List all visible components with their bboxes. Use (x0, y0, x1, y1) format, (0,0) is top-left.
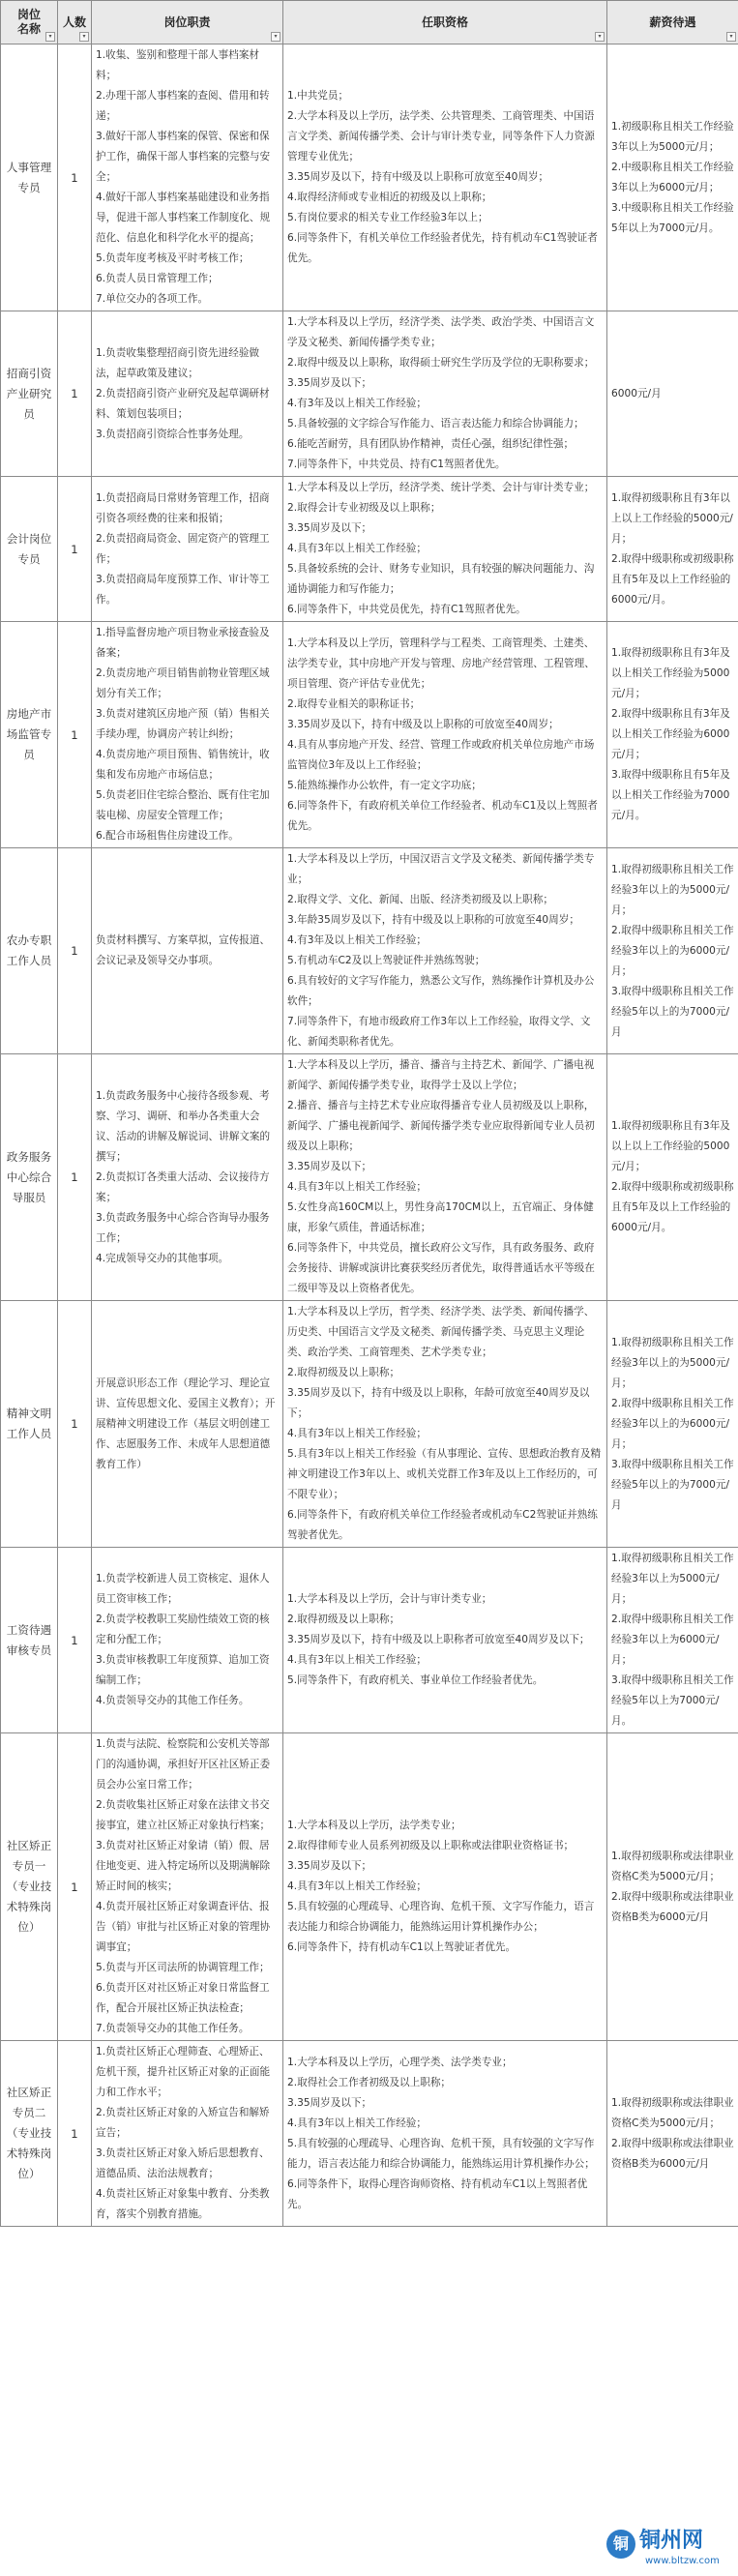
duties-line: 3.负责审核教职工年度预算、追加工资编制工作； (96, 1654, 270, 1686)
salary-cell (607, 44, 738, 311)
salary-line: 6000元/月 (611, 387, 662, 400)
headcount-cell: 1 (58, 477, 92, 622)
salary-cell (607, 848, 738, 1054)
qualification-line: 1.大学本科及以上学历，经济学类、统计学类、会计与审计类专业； (287, 482, 595, 493)
position-name-cell: 社区矫正专员二（专业技术特殊岗位） (1, 2041, 58, 2227)
qualification-line: 6.同等条件下，有机关单位工作经验者优先，持有机动车C1驾驶证者优先。 (287, 232, 598, 264)
duties-line: 4.负责社区矫正对象集中教育、分类教育，落实个别教育措施。 (96, 2188, 270, 2220)
table-row (1, 311, 738, 477)
qualification-line: 1.大学本科及以上学历，法学类专业； (287, 1820, 461, 1831)
qualification-cell (283, 477, 607, 622)
duties-line: 3.负责招商引资综合性事务处理。 (96, 428, 250, 440)
salary-line: 2.取得中级职称或初级职称且有5年及以上工作经验的6000元/月。 (611, 552, 734, 606)
qualification-line: 5.女性身高160CM以上，男性身高170CM以上，五官端正、身体健康，形象气质佳，普通话标准； (287, 1201, 594, 1233)
table-row (1, 477, 738, 622)
duties-line: 开展意识形态工作（理论学习、理论宣讲、宣传思想文化、爱国主义教育）；开展精神文明建设工作（基层文明创建工作、志愿服务工作、未成年人思想道德教育工作） (96, 1377, 276, 1470)
qualification-line: 7.同等条件下，中共党员、持有C1驾照者优先。 (287, 459, 506, 470)
position-name-cell: 工资待遇审核专员 (1, 1548, 58, 1733)
duties-line: 1.负责政务服务中心接待各级参观、考察、学习、调研、和举办各类重大会议、活动的讲解及解说词、讲解文案的撰写； (96, 1089, 271, 1163)
table-body (1, 44, 738, 2227)
headcount-cell: 1 (58, 1301, 92, 1548)
duties-cell (92, 477, 283, 622)
filter-dropdown-icon[interactable]: ▾ (595, 32, 605, 42)
duties-line: 7.负责领导交办的其他工作任务。 (96, 2023, 250, 2034)
header-salary-label: 薪资待遇 (649, 15, 696, 29)
table-row (1, 44, 738, 311)
qualification-cell (283, 1301, 607, 1548)
qualification-line: 2.取得专业相关的职称证书； (287, 697, 421, 710)
qualification-cell (283, 44, 607, 311)
salary-cell (607, 622, 738, 848)
qualification-line: 6.同等条件下，有政府机关单位工作经验者或机动车C2驾驶证并熟练驾驶者优先。 (287, 1509, 598, 1541)
qualification-line: 4.具有3年以上相关工作经验； (287, 1654, 427, 1666)
qualification-line: 2.取得中级及以上职称，取得硕士研究生学历及学位的无职称要求； (287, 357, 595, 369)
header-count[interactable] (58, 1, 92, 44)
duties-cell (92, 1548, 283, 1733)
headcount-cell: 1 (58, 848, 92, 1054)
qualification-cell (283, 1548, 607, 1733)
salary-cell (607, 477, 738, 622)
salary-line: 2.取得中级职称且相关工作经验3年以上的为6000元/月； (611, 1397, 734, 1450)
qualification-line: 4.取得经济师或专业相近的初级及以上职称； (287, 192, 492, 203)
filter-dropdown-icon[interactable]: ▾ (79, 32, 89, 42)
duties-cell (92, 2041, 283, 2227)
qualification-line: 5.具有3年以上相关工作经验（有从事理论、宣传、思想政治教育及精神文明建设工作3年以上、或机关党群工作3年及以上工作经历的，可不限专业）； (287, 1448, 602, 1500)
filter-dropdown-icon[interactable]: ▾ (726, 32, 736, 42)
position-name-cell: 精神文明工作人员 (1, 1301, 58, 1548)
header-salary[interactable] (607, 1, 738, 44)
salary-line: 3.取得中级职称且相关工作经验5年以上为7000元/月。 (611, 1674, 734, 1727)
qualification-cell (283, 1733, 607, 2041)
table-row (1, 2041, 738, 2227)
site-logo-title: 铜州网 (639, 2528, 704, 2553)
headcount-cell: 1 (58, 311, 92, 477)
qualification-line: 3.35周岁及以下； (287, 377, 372, 389)
qualification-line: 1.大学本科及以上学历，中国汉语言文学及文秘类、新闻传播学类专业； (287, 853, 595, 885)
duties-line: 1.负责收集整理招商引资先进经验做法，起草政策及建议； (96, 346, 260, 379)
salary-cell (607, 2041, 738, 2227)
duties-line: 4.负责房地产项目预售、销售统计，收集和发布房地产市场信息； (96, 749, 270, 781)
duties-line: 2.负责收集社区矫正对象在法律文书交接事宜，建立社区矫正对象执行档案； (96, 1799, 271, 1831)
duties-line: 1.负责社区矫正心理筛查、心理矫正、危机干预，提升社区矫正对象的正面能力和工作水平； (96, 2046, 271, 2098)
duties-line: 6.配合市场租售住房建设工作。 (96, 830, 239, 842)
salary-line: 2.取得中级职称或法律职业资格B类为6000元/月 (611, 1890, 734, 1923)
salary-line: 1.取得初级职称且相关工作经验3年以上的为5000元/月； (611, 863, 734, 916)
duties-line: 2.负责社区矫正对象的入矫宣告和解矫宣告； (96, 2107, 270, 2139)
qualification-line: 4.具有3年以上相关工作经验； (287, 1880, 427, 1892)
qualification-line: 3.年龄35周岁及以下，持有中级及以上职称的可放宽至40周岁； (287, 914, 579, 926)
position-name-cell: 农办专职工作人员 (1, 848, 58, 1054)
header-count-label: 人数 (62, 15, 86, 29)
duties-line: 3.负责对社区矫正对象请（销）假、居住地变更、进入特定场所以及期满解除矫正时间的核实； (96, 1840, 271, 1892)
headcount-cell: 1 (58, 2041, 92, 2227)
duties-line: 2.负责房地产项目销售前物业管理区域划分有关工作； (96, 667, 270, 699)
duties-line: 6.负责人员日常管理工作； (96, 273, 219, 284)
duties-line: 1.指导监督房地产项目物业承接查验及备案； (96, 627, 270, 659)
duties-line: 5.负责与开区司法所的协调管理工作； (96, 1962, 270, 1973)
headcount-cell: 1 (58, 1054, 92, 1301)
qualification-line: 6.能吃苦耐劳，具有团队协作精神，责任心强，组织纪律性强； (287, 438, 575, 450)
salary-cell (607, 311, 738, 477)
table-row (1, 848, 738, 1054)
salary-line: 3.取得中级职称且相关工作经验5年以上的为7000元/月 (611, 1458, 734, 1511)
duties-line: 4.负责开展社区矫正对象调查评估、报告（销）审批与社区矫正对象的管理协调事宜； (96, 1901, 271, 1953)
salary-line: 1.初级职称且相关工作经验3年以上为5000元/月； (611, 120, 734, 153)
qualification-line: 5.能熟练操作办公软件，有一定文字功底； (287, 779, 482, 791)
site-logo-icon: 铜 (606, 2530, 635, 2559)
duties-cell (92, 622, 283, 848)
duties-line: 3.负责招商局年度预算工作、审计等工作。 (96, 573, 270, 606)
qualification-line: 3.35周岁及以下； (287, 1161, 372, 1172)
qualification-line: 5.具备较强的文字综合写作能力、语言表达能力和综合协调能力； (287, 418, 584, 429)
duties-line: 2.负责学校教职工奖励性绩效工资的核定和分配工作； (96, 1614, 270, 1645)
position-name-cell: 房地产市场监管专员 (1, 622, 58, 848)
duties-cell (92, 848, 283, 1054)
headcount-cell: 1 (58, 1548, 92, 1733)
position-name-cell: 会计岗位专员 (1, 477, 58, 622)
salary-line: 2.取得中级职称或法律职业资格B类为6000元/月 (611, 2137, 734, 2170)
qualification-line: 3.35周岁及以下，持有中级及以上职称，年龄可放宽至40周岁及以下； (287, 1387, 590, 1419)
qualification-line: 2.取得社会工作者初级及以上职称； (287, 2076, 452, 2088)
qualification-line: 2.播音、播音与主持艺术专业应取得播音专业人员初级及以上职称，新闻学、广播电视新闻学、新闻传播学类专业应取得新闻专业人员初级及以上职称； (287, 1100, 595, 1152)
salary-cell (607, 1733, 738, 2041)
salary-line: 1.取得初级职称或法律职业资格C类为5000元/月； (611, 1850, 734, 1882)
qualification-line: 5.具备较系统的会计、财务专业知识，具有较强的解决问题能力、沟通协调能力和写作能力； (287, 563, 595, 595)
salary-line: 1.取得初级职称或法律职业资格C类为5000元/月； (611, 2096, 734, 2129)
site-logo-url: www.bltzw.com (645, 2556, 720, 2566)
qualification-line: 7.同等条件下，有地市级政府工作3年以上工作经验，取得文学、文化、新闻类职称者优先。 (287, 1016, 591, 1048)
qualification-line: 4.具有3年以上相关工作经验； (287, 1428, 427, 1439)
qualification-line: 1.大学本科及以上学历，心理学类、法学类专业； (287, 2056, 513, 2068)
salary-cell (607, 1054, 738, 1301)
qualification-line: 4.具有3年以上相关工作经验； (287, 2117, 427, 2129)
qualification-line: 5.有岗位要求的相关专业工作经验3年以上； (287, 212, 488, 223)
salary-line: 1.取得初级职称且有3年及以上相关工作经验为5000元/月； (611, 647, 730, 699)
salary-line: 2.取得中级职称且有3年及以上相关工作经验为6000元/月； (611, 708, 730, 760)
duties-line: 6.负责开区对社区矫正对象日常监督工作，配合开展社区矫正执法检查； (96, 1982, 270, 2014)
qualification-line: 2.取得文学、文化、新闻、出版、经济类初级及以上职称； (287, 894, 553, 905)
salary-line: 1.取得初级职称且相关工作经验3年以上为5000元/月； (611, 1553, 734, 1605)
qualification-line: 2.取得律师专业人员系列初级及以上职称或法律职业资格证书； (287, 1840, 575, 1851)
qualification-cell (283, 2041, 607, 2227)
table-row (1, 1733, 738, 2041)
qualification-line: 3.35周岁及以下，持有中级及以上职称的可放宽至40周岁； (287, 718, 559, 730)
duties-line: 1.收集、鉴别和整理干部人事档案材料； (96, 49, 260, 81)
qualification-line: 4.有3年及以上相关工作经验； (287, 398, 427, 409)
qualification-line: 2.取得初级及以上职称； (287, 1614, 400, 1625)
table-row (1, 622, 738, 848)
qualification-line: 1.大学本科及以上学历，经济学类、法学类、政治学类、中国语言文学及文秘类、新闻传播学类专业； (287, 316, 595, 348)
qualification-line: 1.大学本科及以上学历，会计与审计类专业； (287, 1593, 492, 1605)
position-name-cell: 招商引资产业研究员 (1, 311, 58, 477)
duties-line: 7.单位交办的各项工作。 (96, 293, 209, 305)
headcount-cell: 1 (58, 622, 92, 848)
duties-cell (92, 1733, 283, 2041)
duties-line: 2.办理干部人事档案的查阅、借用和转递； (96, 90, 270, 122)
qualification-line: 5.具有较强的心理疏导、心理咨询、危机干预，具有较强的文字写作能力，语言表达能力和综合协调能力，能熟练运用计算机操作办公； (287, 2137, 595, 2170)
salary-line: 1.取得初级职称且相关工作经验3年以上的为5000元/月； (611, 1336, 734, 1389)
qualification-line: 6.具有较好的文字写作能力，熟悉公文写作，熟练操作计算机及办公软件； (287, 975, 595, 1007)
table-row (1, 1054, 738, 1301)
duties-line: 5.负责老旧住宅综合整治、既有住宅加装电梯、房屋安全管理工作； (96, 789, 270, 821)
header-qualification[interactable] (283, 1, 607, 44)
position-name-cell: 人事管理专员 (1, 44, 58, 311)
qualification-cell (283, 1054, 607, 1301)
qualification-line: 5.具有较强的心理疏导、心理咨询、危机干预、文字写作能力，语言表达能力和综合协调能力，能熟练运用计算机操作办公； (287, 1901, 595, 1933)
qualification-line: 2.取得初级及以上职称； (287, 1367, 400, 1378)
salary-line: 2.取得中级职称且相关工作经验3年以上的为6000元/月； (611, 924, 734, 977)
filter-dropdown-icon[interactable]: ▾ (45, 32, 55, 42)
salary-cell (607, 1301, 738, 1548)
duties-cell (92, 311, 283, 477)
qualification-line: 1.大学本科及以上学历，管理科学与工程类、工商管理类、土建类、法学类专业，其中房地产开发与管理、房地产经营管理、工程管理、项目管理、资产评估专业优先； (287, 637, 595, 690)
qualification-line: 4.具有3年以上相关工作经验； (287, 1181, 427, 1193)
qualification-line: 1.大学本科及以上学历，播音、播音与主持艺术、新闻学、广播电视新闻学、新闻传播学类专业，取得学士及以上学位； (287, 1059, 595, 1091)
headcount-cell: 1 (58, 44, 92, 311)
duties-cell (92, 1301, 283, 1548)
duties-line: 1.负责学校新进人员工资核定、退休人员工资审核工作； (96, 1573, 270, 1605)
qualification-line: 4.有3年及以上相关工作经验； (287, 934, 427, 946)
qualification-line: 1.大学本科及以上学历，哲学类、经济学类、法学类、新闻传播学、历史类、中国语言文学及文秘类、新闻传播学类、马克思主义理论类、政治学类、工商管理类、艺术学类专业； (287, 1306, 595, 1358)
duties-line: 4.完成领导交办的其他事项。 (96, 1252, 229, 1264)
header-qualification-label: 任职资格 (421, 15, 468, 29)
duties-line: 1.负责招商局日常财务管理工作，招商引资各项经费的往来和报销； (96, 491, 270, 524)
qualification-line: 6.同等条件下，中共党员优先，持有C1驾照者优先。 (287, 604, 526, 615)
duties-line: 2.负责招商引资产业研究及起草调研材料、策划包装项目； (96, 387, 270, 420)
position-name-cell: 政务服务中心综合导服员 (1, 1054, 58, 1301)
salary-line: 1.取得初级职称且有3年以上以上工作经验的5000元/月； (611, 491, 733, 545)
salary-line: 3.取得中级职称且有5年及以上相关工作经验为7000元/月。 (611, 769, 730, 821)
duties-line: 3.负责对建筑区房地产预（销）售相关手续办理，协调房产转让纠纷； (96, 708, 270, 740)
qualification-line: 3.35周岁及以下，持有中级及以上职称可放宽至40周岁； (287, 171, 549, 183)
qualification-line: 3.35周岁及以下； (287, 2096, 372, 2109)
header-position[interactable] (1, 1, 58, 44)
qualification-line: 5.同等条件下，有政府机关、事业单位工作经验者优先。 (287, 1674, 544, 1686)
qualification-line: 4.具有从事房地产开发、经营、管理工作或政府机关单位房地产市场监管岗位3年及以上工作经验； (287, 738, 595, 771)
site-watermark (606, 2526, 734, 2570)
duties-line: 4.做好干部人事档案基础建设和业务指导，促进干部人事档案工作制度化、规范化、信息化和科学化水平的提高； (96, 192, 271, 244)
headcount-cell: 1 (58, 1733, 92, 2041)
table-row (1, 1548, 738, 1733)
salary-line: 3.取得中级职称且相关工作经验5年以上的为7000元/月 (611, 985, 734, 1038)
duties-line: 3.负责政务服务中心综合咨询导办服务工作； (96, 1211, 270, 1244)
qualification-line: 1.中共党员； (287, 90, 349, 102)
duties-cell (92, 44, 283, 311)
qualification-line: 4.具有3年以上相关工作经验； (287, 543, 427, 554)
table-row (1, 1301, 738, 1548)
salary-line: 2.取得中级职称或初级职称且有5年及以上工作经验的6000元/月。 (611, 1181, 734, 1233)
duties-line: 3.负责社区矫正对象入矫后思想教育、道德品质、法治法规教育； (96, 2147, 270, 2179)
qualification-cell (283, 622, 607, 848)
duties-cell (92, 1054, 283, 1301)
qualification-line: 2.取得会计专业初级及以上职称； (287, 502, 441, 514)
duties-line: 2.负责招商局资金、固定资产的管理工作； (96, 532, 270, 565)
duties-line: 5.负责年度考核及平时考核工作； (96, 252, 250, 264)
header-duties-label: 岗位职责 (163, 15, 211, 29)
duties-line: 2.负责拟订各类重大活动、会议接待方案； (96, 1170, 270, 1203)
salary-line: 1.取得初级职称且有3年及以上以上工作经验的5000元/月； (611, 1120, 730, 1172)
salary-line: 2.中级职称且相关工作经验3年以上为6000元/月； (611, 161, 734, 193)
duties-line: 负责材料撰写、方案草拟，宣传报道、会议记录及领导交办事项。 (96, 934, 271, 966)
qualification-line: 6.同等条件下，取得心理咨询师资格、持有机动车C1以上驾照者优先。 (287, 2177, 588, 2210)
duties-line: 1.负责与法院、检察院和公安机关等部门的沟通协调，承担好开区社区矫正委员会办公室日常工作； (96, 1738, 271, 1791)
qualification-line: 3.35周岁及以下，持有中级及以上职称者可放宽至40周岁及以下； (287, 1634, 590, 1645)
duties-line: 4.负责领导交办的其他工作任务。 (96, 1695, 250, 1706)
qualification-line: 6.同等条件下，持有机动车C1以上驾驶证者优先。 (287, 1941, 517, 1953)
header-row (1, 1, 738, 44)
qualification-line: 6.同等条件下，有政府机关单位工作经验者、机动车C1及以上驾照者优先。 (287, 799, 598, 832)
salary-line: 3.中级职称且相关工作经验5年以上为7000元/月。 (611, 201, 734, 234)
qualification-line: 3.35周岁及以下； (287, 522, 372, 534)
qualification-cell (283, 311, 607, 477)
position-name-cell: 社区矫正专员一（专业技术特殊岗位） (1, 1733, 58, 2041)
salary-cell (607, 1548, 738, 1733)
qualification-line: 3.35周岁及以下； (287, 1860, 372, 1872)
qualification-cell (283, 848, 607, 1054)
duties-line: 3.做好干部人事档案的保管、保密和保护工作，确保干部人事档案的完整与安全； (96, 131, 271, 183)
salary-line: 2.取得中级职称且相关工作经验3年以上为6000元/月； (611, 1614, 734, 1666)
qualification-line: 6.同等条件下，中共党员，擅长政府公文写作，具有政务服务、政府会务接待、讲解或演讲比赛获奖经历者优先，取得普通话水平等级在二级甲等及以上资格者优先。 (287, 1242, 595, 1294)
qualification-line: 2.大学本科及以上学历，法学类、公共管理类、工商管理类、中国语言文学类、新闻传播学类、会计与审计类专业，同等条件下人力资源管理专业优先； (287, 110, 595, 163)
header-duties[interactable] (92, 1, 283, 44)
qualification-line: 5.有机动车C2及以上驾驶证件并熟练驾驶； (287, 955, 486, 966)
filter-dropdown-icon[interactable]: ▾ (271, 32, 280, 42)
header-position-label: 岗位 名称 (16, 8, 41, 36)
